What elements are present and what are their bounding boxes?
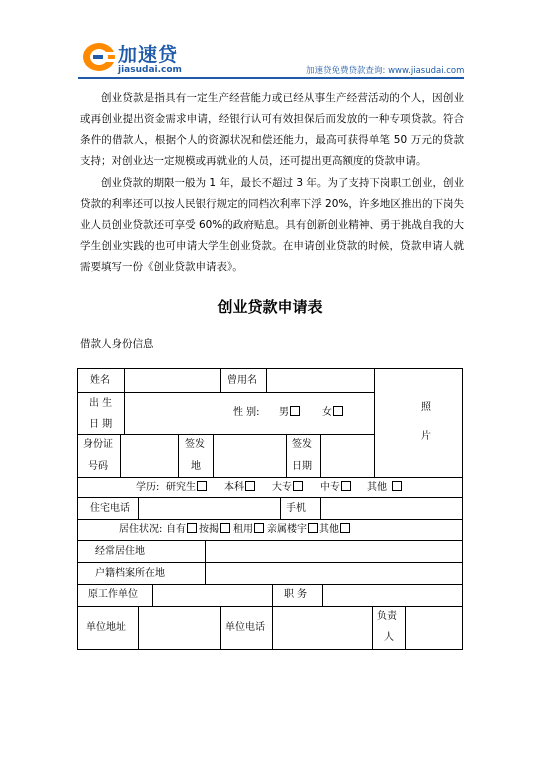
issue-place-label-line1: 签发 bbox=[185, 439, 205, 450]
res-owned-checkbox[interactable] bbox=[187, 523, 197, 533]
res-option-relative[interactable] bbox=[267, 523, 318, 537]
issue-date-label-line1: 签发 bbox=[292, 439, 312, 450]
birth-label-line2: 日 期 bbox=[89, 419, 113, 430]
manager-label-line2: 人 bbox=[384, 632, 394, 643]
mobile-field[interactable] bbox=[321, 498, 462, 519]
edu-option-bachelor[interactable] bbox=[224, 481, 255, 495]
edu-bachelor-checkbox[interactable] bbox=[245, 481, 255, 491]
former-name-field[interactable] bbox=[267, 369, 374, 392]
edu-option-bachelor-text: 本科 bbox=[224, 482, 244, 493]
photo-label-line1: 照 bbox=[421, 402, 431, 413]
edu-option-other-text: 其他 bbox=[367, 482, 387, 493]
id-label-line1: 身份证 bbox=[83, 439, 113, 450]
issue-date-field[interactable] bbox=[321, 435, 374, 477]
gender-female-text: 女 bbox=[322, 407, 332, 418]
employer-field[interactable] bbox=[153, 585, 272, 606]
photo-label-line2: 片 bbox=[421, 431, 431, 442]
id-label-line2: 号码 bbox=[88, 461, 108, 472]
intro-paragraph-2: 创业贷款的期限一般为 1 年，最长不超过 3 年。为了支持下岗职工创业，创业贷款的利率还可以按人民银行规定的同档次利率下浮 20%，许多地区推出的下岗失业人员创业贷款还可享受 60%的政府贴息。具有创新创业精神、勇于挑战自我的大学生创业实践的也可申请大学生创业贷款。在申请创业贷款的时候，贷款申请人就需要填写一份《创业贷款申请表》。 bbox=[80, 177, 464, 273]
res-option-other-text: 其他 bbox=[319, 524, 339, 535]
res-option-mortgage[interactable] bbox=[199, 523, 230, 537]
res-option-owned-text: 自有 bbox=[166, 524, 186, 535]
gender-label: 性 别: bbox=[233, 407, 260, 418]
res-rented-checkbox[interactable] bbox=[254, 523, 264, 533]
work-phone-field[interactable] bbox=[273, 607, 372, 649]
gender-male-option[interactable] bbox=[279, 406, 300, 420]
form-title: 创业贷款申请表 bbox=[217, 298, 323, 316]
residence-label: 居住状况: bbox=[119, 524, 163, 535]
gender-male-checkbox[interactable] bbox=[290, 406, 300, 416]
education-label: 学历: bbox=[136, 482, 160, 493]
photo-box[interactable] bbox=[375, 369, 462, 477]
home-phone-field[interactable] bbox=[139, 498, 280, 519]
work-phone-label: 单位电话 bbox=[225, 622, 265, 633]
res-option-mortgage-text: 按揭 bbox=[199, 524, 219, 535]
birth-date-field[interactable] bbox=[125, 393, 220, 434]
hukou-field[interactable] bbox=[206, 563, 462, 584]
position-field[interactable] bbox=[323, 585, 462, 606]
name-label: 姓名 bbox=[90, 375, 110, 386]
edu-option-graduate[interactable] bbox=[166, 481, 207, 495]
employer-label: 原工作单位 bbox=[88, 589, 138, 600]
edu-option-other[interactable] bbox=[367, 481, 402, 495]
res-option-owned[interactable] bbox=[166, 523, 197, 537]
position-label: 职 务 bbox=[284, 589, 308, 600]
edu-secondary-checkbox[interactable] bbox=[341, 481, 351, 491]
edu-option-secondary[interactable] bbox=[320, 481, 351, 495]
edu-option-secondary-text: 中专 bbox=[320, 482, 340, 493]
manager-label-line1: 负责 bbox=[377, 611, 397, 622]
home-phone-label: 住宅电话 bbox=[90, 503, 130, 514]
edu-other-checkbox[interactable] bbox=[392, 481, 402, 491]
former-name-label: 曾用名 bbox=[227, 375, 257, 386]
edu-graduate-checkbox[interactable] bbox=[197, 481, 207, 491]
res-option-relative-text: 亲属楼宇 bbox=[267, 524, 307, 535]
res-other-checkbox[interactable] bbox=[340, 523, 350, 533]
issue-place-field[interactable] bbox=[214, 435, 286, 477]
issue-place-label-line2: 地 bbox=[191, 461, 201, 472]
free-loan-query-link[interactable]: 加速贷免费贷款查询: www.jiasudai.com bbox=[306, 66, 465, 76]
manager-field[interactable] bbox=[406, 607, 462, 649]
address-field[interactable] bbox=[206, 541, 462, 562]
gender-male-text: 男 bbox=[279, 407, 289, 418]
res-mortgage-checkbox[interactable] bbox=[220, 523, 230, 533]
edu-option-college-text: 大专 bbox=[272, 482, 292, 493]
edu-option-college[interactable] bbox=[272, 481, 303, 495]
res-option-other[interactable] bbox=[319, 523, 350, 537]
work-address-label: 单位地址 bbox=[86, 622, 126, 633]
birth-label-line1: 出 生 bbox=[89, 398, 113, 409]
res-option-rented[interactable] bbox=[233, 523, 264, 537]
work-address-field[interactable] bbox=[139, 607, 220, 649]
hukou-label: 户籍档案所在地 bbox=[95, 568, 165, 579]
issue-date-label-line2: 日期 bbox=[292, 461, 312, 472]
brand-url: jiasudai.com bbox=[118, 65, 182, 75]
res-option-rented-text: 租用 bbox=[233, 524, 253, 535]
intro-paragraph-1: 创业贷款是指具有一定生产经营能力或已经从事生产经营活动的个人，因创业或再创业提出资金需求申请，经银行认可有效担保后而发放的一种专项贷款。符合条件的借款人，根据个人的资源状况和偿还能力，最高可获得单笔 50 万元的贷款支持；对创业达一定规模或再就业的人员，还可提出更高额度的贷款申请。 bbox=[80, 92, 464, 167]
section-label: 借款人身份信息 bbox=[80, 338, 154, 350]
mobile-label: 手机 bbox=[286, 503, 306, 514]
edu-college-checkbox[interactable] bbox=[293, 481, 303, 491]
edu-option-graduate-text: 研究生 bbox=[166, 482, 196, 493]
address-label: 经常居住地 bbox=[95, 546, 145, 557]
gender-female-checkbox[interactable] bbox=[333, 406, 343, 416]
gender-female-option[interactable] bbox=[322, 406, 343, 420]
name-field[interactable] bbox=[125, 369, 220, 392]
brand-name: 加速贷 bbox=[118, 44, 179, 66]
res-relative-checkbox[interactable] bbox=[308, 523, 318, 533]
id-number-field[interactable] bbox=[121, 435, 178, 477]
